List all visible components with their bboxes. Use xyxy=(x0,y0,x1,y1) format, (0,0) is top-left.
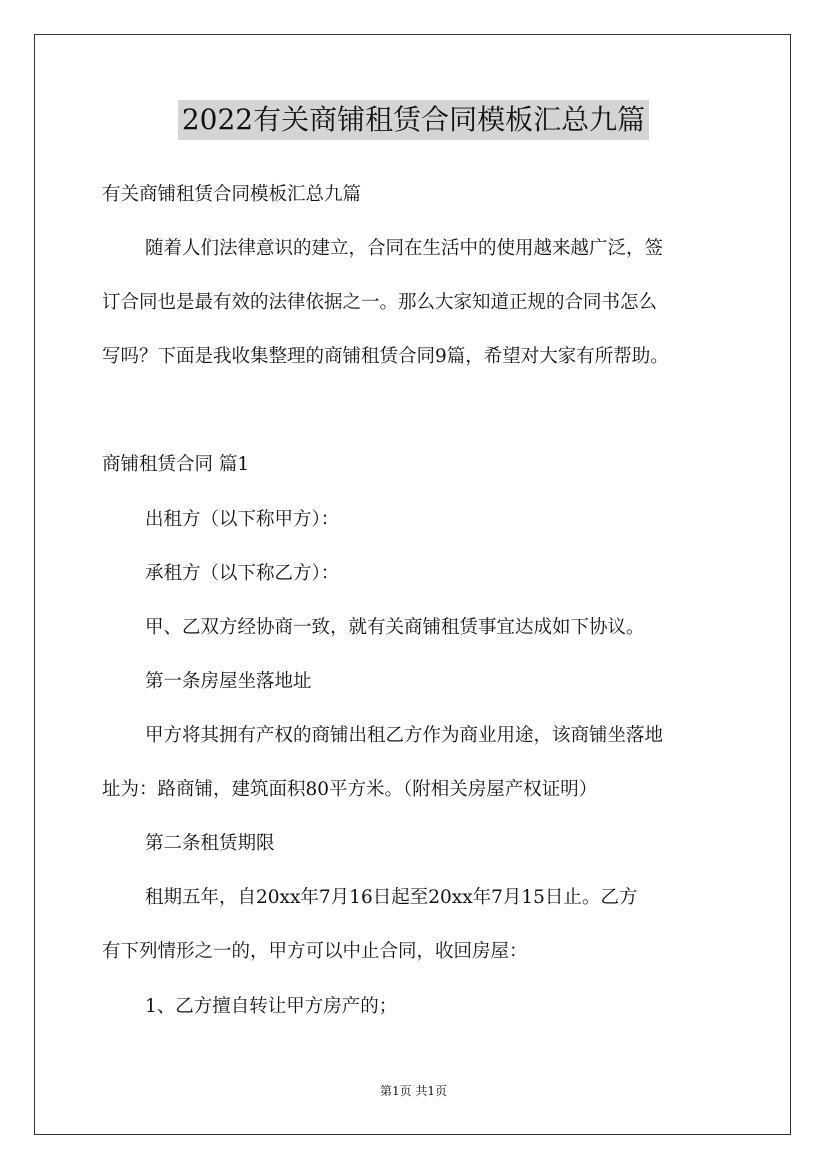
document-subtitle: 有关商铺租赁合同模板汇总九篇 xyxy=(102,184,362,205)
paragraph-line: 1、乙方擅自转让甲方房产的； xyxy=(145,996,398,1017)
clause-heading: 第一条房屋坐落地址 xyxy=(145,671,312,692)
page-footer: 第1页 共1页 xyxy=(379,1084,448,1098)
paragraph-line: 订合同也是最有效的法律依据之一。那么大家知道正规的合同书怎么 xyxy=(102,292,658,313)
paragraph-line: 随着人们法律意识的建立，合同在生活中的使用越来越广泛，签 xyxy=(145,238,664,259)
title-container xyxy=(0,100,827,140)
paragraph-line: 甲、乙双方经协商一致，就有关商铺租赁事宜达成如下协议。 xyxy=(145,617,645,638)
paragraph-line: 写吗？下面是我收集整理的商铺租赁合同9篇，希望对大家有所帮助。 xyxy=(102,346,669,367)
paragraph-line: 承租方（以下称乙方）： xyxy=(145,563,340,584)
paragraph-line: 址为：路商铺，建筑面积80平方米。（附相关房屋产权证明） xyxy=(102,779,598,800)
document-title: 2022有关商铺租赁合同模板汇总九篇 xyxy=(178,100,649,140)
paragraph-line: 甲方将其拥有产权的商铺出租乙方作为商业用途，该商铺坐落地 xyxy=(145,725,664,746)
section-heading: 商铺租赁合同 篇1 xyxy=(102,454,250,475)
paragraph-line: 出租方（以下称甲方）： xyxy=(145,509,340,530)
paragraph-line: 租期五年，自20xx年7月16日起至20xx年7月15日止。乙方 xyxy=(145,887,638,908)
clause-heading: 第二条租赁期限 xyxy=(145,833,275,854)
paragraph-line: 有下列情形之一的，甲方可以中止合同，收回房屋： xyxy=(102,941,528,962)
